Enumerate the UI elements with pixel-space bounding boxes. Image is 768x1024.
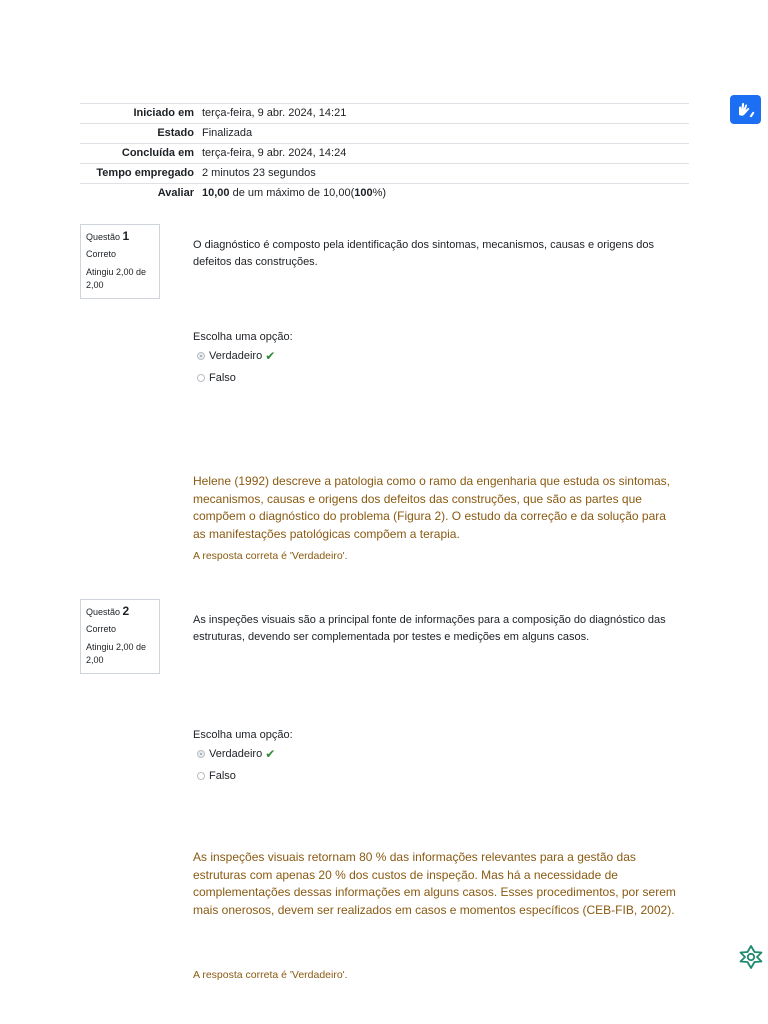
option-label: Falso <box>209 372 236 384</box>
summary-row-state <box>80 124 689 144</box>
summary-value: 2 minutos 23 segundos <box>200 164 689 184</box>
right-answer: A resposta correta é 'Verdadeiro'. <box>193 550 348 562</box>
assistant-flower-icon <box>737 943 765 971</box>
checkmark-icon: ✔ <box>265 747 276 761</box>
radio-true[interactable] <box>197 750 205 758</box>
checkmark-icon: ✔ <box>265 349 276 363</box>
question-info-box <box>80 599 160 674</box>
vlibras-hands-icon[interactable] <box>730 95 761 124</box>
summary-value: Finalizada <box>200 124 689 144</box>
option-true[interactable] <box>197 349 275 363</box>
question-info-box <box>80 224 160 299</box>
summary-row-grade <box>80 184 689 204</box>
general-feedback: Helene (1992) descreve a patologia como o ramo da engenharia que estuda os sintomas, mecanismos, causas e origens dos defeitos das construções, que são as partes que compõem o diagnóstico do problema (Figura 2). O estudo da correção e da solução para as manifestações patológicas compõem a terapia. <box>193 474 670 541</box>
summary-label: Avaliar <box>80 184 200 204</box>
question-number-value: 2 <box>122 604 130 618</box>
summary-label: Concluída em <box>80 144 200 164</box>
summary-value: terça-feira, 9 abr. 2024, 14:21 <box>200 104 689 124</box>
radio-false[interactable] <box>197 772 205 780</box>
answer-prompt: Escolha uma opção: <box>193 331 293 343</box>
question-text: As inspeções visuais são a principal fonte de informações para a composição do diagnóstico das estruturas, devendo ser complementada por testes e medições em alguns casos. <box>193 614 666 643</box>
question-state: Correto <box>86 624 117 634</box>
hands-icon <box>736 101 756 119</box>
general-feedback: As inspeções visuais retornam 80 % das informações relevantes para a gestão das estruturas com apenas 20 % dos custos de inspeção. Mas há a necessidade de complementações dessas informações em alguns casos. Esses procedimentos, por serem mais onerosos, devem ser realizados em casos e momentos específicos (CEB-FIB, 2002). <box>193 850 676 917</box>
question-number <box>86 230 154 244</box>
grade-percent-end: %) <box>372 187 387 199</box>
grade-score: 10,00 <box>202 187 230 199</box>
radio-false[interactable] <box>197 374 205 382</box>
question-state: Correto <box>86 249 117 259</box>
radio-true[interactable] <box>197 352 205 360</box>
question-prefix: Questão <box>86 607 121 617</box>
question-grade: Atingiu 2,00 de 2,00 <box>86 642 147 665</box>
option-false[interactable] <box>197 372 236 384</box>
summary-row-completed <box>80 144 689 164</box>
grade-value <box>200 184 689 204</box>
option-label: Verdadeiro <box>209 748 263 760</box>
grade-max-text: de um máximo de 10,00( <box>229 187 355 199</box>
option-label: Verdadeiro <box>209 350 263 362</box>
question-grade: Atingiu 2,00 de 2,00 <box>86 267 147 290</box>
option-label: Falso <box>209 770 236 782</box>
summary-label: Iniciado em <box>80 104 200 124</box>
question-prefix: Questão <box>86 232 121 242</box>
summary-value: terça-feira, 9 abr. 2024, 14:24 <box>200 144 689 164</box>
right-answer: A resposta correta é 'Verdadeiro'. <box>193 969 348 981</box>
summary-row-started <box>80 104 689 124</box>
ai-assistant-icon[interactable] <box>737 943 765 971</box>
option-true[interactable] <box>197 747 275 761</box>
question-number <box>86 605 154 619</box>
summary-label: Estado <box>80 124 200 144</box>
summary-row-time-taken <box>80 164 689 184</box>
option-false[interactable] <box>197 770 236 782</box>
question-number-value: 1 <box>122 229 130 243</box>
attempt-summary-table <box>80 103 689 203</box>
grade-percent: 100 <box>354 187 373 199</box>
answer-prompt: Escolha uma opção: <box>193 729 293 741</box>
question-text: O diagnóstico é composto pela identificação dos sintomas, mecanismos, causas e origens dos defeitos das construções. <box>193 239 655 268</box>
summary-label: Tempo empregado <box>80 164 200 184</box>
